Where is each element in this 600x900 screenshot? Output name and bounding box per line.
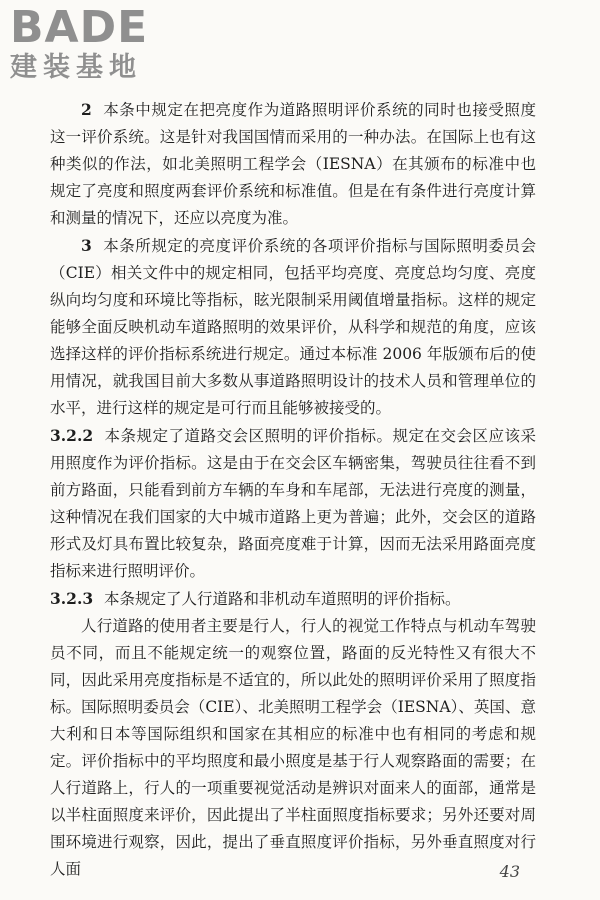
logo-subtitle: 建装基地	[10, 52, 142, 83]
page-number: 43	[499, 862, 520, 881]
clause-number: 3.2.2	[50, 426, 94, 445]
paragraph-text: 本条中规定在把亮度作为道路照明评价系统的同时也接受照度这一评价系统。这是针对我国国情而采用的一种办法。在国际上也有这种类似的作法，如北美照明工程学会（IESNA）在其颁布的标准中也规定了亮度和照度两套评价系统和标准值。但是在有条件进行亮度计算和测量的情况下，还应以亮度为准。	[50, 101, 536, 227]
paragraph-item-3	[50, 232, 536, 422]
item-number: 2	[81, 100, 92, 119]
logo-wordmark: BADE	[10, 2, 149, 53]
clause-3-2-3	[50, 585, 536, 613]
paragraph-pedestrian	[50, 613, 536, 883]
paragraph-text: 人行道路的使用者主要是行人，行人的视觉工作特点与机动车驾驶员不同，而且不能规定统一的观察位置，路面的反光特性又有很大不同，因此采用亮度指标是不适宜的，所以此处的照明评价采用了照度指标。国际照明委员会（CIE）、北美照明工程学会（IESNA）、英国、意大利和日本等国际组织和国家在其相应的标准中也有相同的考虑和规定。评价指标中的平均照度和最小照度是基于行人观察路面的需要；在人行道路上，行人的一项重要视觉活动是辨识对面来人的面部，通常是以半柱面照度来评价，因此提出了半柱面照度指标要求；另外还要对周围环境进行观察，因此，提出了垂直照度评价指标，另外垂直照度对行人面	[50, 617, 536, 878]
paragraph-item-2	[50, 96, 536, 232]
clause-number: 3.2.3	[50, 589, 94, 608]
bade-logo	[10, 4, 180, 84]
paragraph-text: 本条所规定的亮度评价系统的各项评价指标与国际照明委员会（CIE）相关文件中的规定相同，包括平均亮度、亮度总均匀度、亮度纵向均匀度和环境比等指标，眩光限制采用阈值增量指标。这样的规定能够全面反映机动车道路照明的效果评价，从科学和规范的角度，应该选择这样的评价指标系统进行规定。通过本标准 2006 年版颁布后的使用情况，就我国目前大多数从事道路照明设计的技术人员和管理单位的水平，进行这样的规定是可行而且能够被接受的。	[50, 237, 536, 417]
clause-3-2-2	[50, 422, 536, 585]
paragraph-text: 本条规定了道路交会区照明的评价指标。规定在交会区应该采用照度作为评价指标。这是由于在交会区车辆密集，驾驶员往往看不到前方路面，只能看到前方车辆的车身和车尾部，无法进行亮度的测量，这种情况在我们国家的大中城市道路上更为普遍；此外，交会区的道路形式及灯具布置比较复杂，路面亮度难于计算，因而无法采用路面亮度指标来进行照明评价。	[50, 427, 536, 580]
paragraph-text: 本条规定了人行道路和非机动车道照明的评价指标。	[104, 590, 461, 608]
document-body	[50, 96, 536, 883]
item-number: 3	[81, 236, 92, 255]
